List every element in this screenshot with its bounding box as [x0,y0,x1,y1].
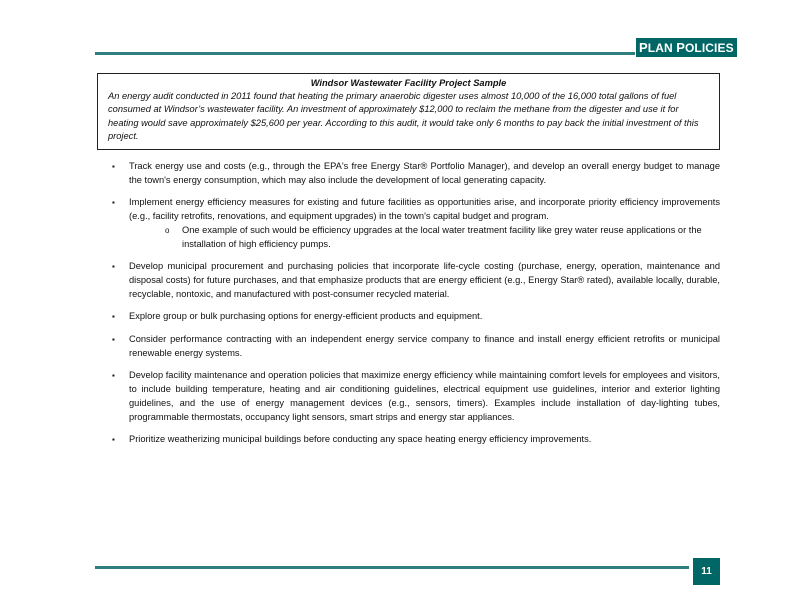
list-item [112,369,720,424]
list-item-text: Develop facility maintenance and operation policies that maximize energy efficiency while maintaining comfort levels for employees and visitors, to include building temperature, heating and air conditioning guidelines, electrical equipment use guidelines, interior and exterior lighting guidelines, and the use of energy management devices (e.g., sensors, timers). Examples include installation of day-lighting tubes, programmable thermostats, occupancy light sensors, smart strips and energy star appliances. [129,370,720,422]
list-item [112,260,720,301]
list-item-text: Consider performance contracting with an independent energy service company to finance and install energy efficient retrofits or municipal renewable energy systems. [129,334,720,358]
header-rule [95,52,635,55]
list-item [112,160,720,187]
callout-title: Windsor Wastewater Facility Project Sample [310,78,507,88]
sub-list [129,224,720,251]
list-item [112,196,720,251]
callout-body: An energy audit conducted in 2011 found that heating the primary anaerobic digester uses almost 10,000 of the 16,000 total gallons of fuel consumed at Windsor’s wastewater facility. An investment of approximately $12,000 to reclaim the methane from the digester and use it for heating would save approximately $25,600 per year. According to this audit, it would take only 6 months to pay back the initial investment of this project. [108,91,699,141]
header-letter-p2: P [676,40,685,55]
sub-list-item: o One example of such would be efficiency upgrades at the local water treatment facility like grey water reuse applications or the installation of high efficiency pumps. [165,224,720,251]
list-item-text: Prioritize weatherizing municipal buildings before conducting any space heating energy efficiency improvements. [129,434,592,445]
list-item-text: Implement energy efficiency measures for existing and future facilities as opportunities arise, and incorporate priority efficiency improvements (e.g., facility retrofits, renovations, and equipment upgrades) in the town's capital budget and program. [129,197,720,222]
list-item-text: Develop municipal procurement and purchasing policies that incorporate life-cycle costing (purchase, energy, operation, maintenance and disposal costs) for future purchases, and that emphasize products that are energy efficient (e.g., Energy Star® rated), available locally, durable, recyclable, nontoxic, and manufactured with post-consumer recycled material. [129,261,720,299]
policy-list [112,160,720,456]
list-item-text: Track energy use and costs (e.g., through the EPA's free Energy Star® Portfolio Manager), and develop an overall energy budget to manage the town's energy consumption, which may also include the development of local generating capacity. [129,161,720,185]
list-item [112,433,720,447]
page-number: 11 [693,558,720,585]
header-letter-p: P [639,40,648,55]
footer-rule [95,566,689,569]
header-word-lan: LAN [647,41,677,55]
list-item [112,310,720,324]
list-item [112,333,720,360]
list-item-text: Explore group or bulk purchasing options for energy-efficient products and equipment. [129,311,483,322]
header-word-olicies: OLICIES [684,41,734,55]
project-sample-callout [97,73,720,150]
section-header-tag [636,38,737,57]
